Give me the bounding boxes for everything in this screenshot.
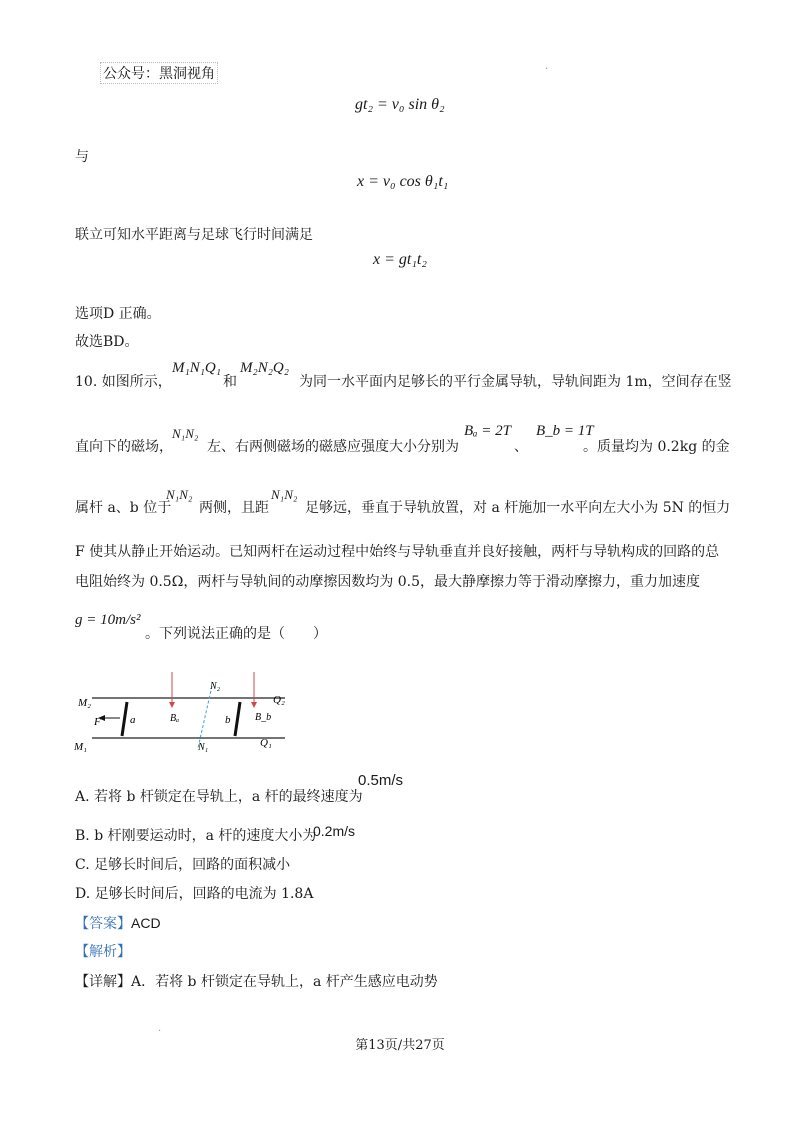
label-q1: Q₁: [260, 737, 272, 749]
detail-text: A．若将 b 杆锁定在导轨上，a 杆产生感应电动势: [131, 974, 438, 990]
label-n2: N₂: [210, 681, 221, 692]
q10-line2-end: 。质量均为 0.2kg 的金: [583, 439, 730, 455]
separator: 、: [514, 439, 528, 455]
n1n2-label-3: N₁N₂: [271, 487, 298, 502]
q10-line3-start: 属杆 a、b 位于: [75, 500, 172, 516]
q10-line1-rest: 为同一水平面内足够长的平行金属导轨，导轨间距为 1m，空间存在竖: [299, 374, 732, 390]
label-force: F: [94, 716, 101, 728]
ba-value: Bₐ = 2T: [464, 423, 512, 439]
option-a: A. 若将 b 杆锁定在导轨上，a 杆的最终速度为: [75, 789, 363, 805]
label-q2: Q₂: [273, 694, 285, 706]
option-d: D. 足够长时间后，回路的电流为 1.8A: [75, 886, 314, 902]
gravity-value: g = 10m/s²: [75, 612, 141, 628]
label-rod-a: a: [130, 714, 136, 726]
q10-line2-start: 直向下的磁场，: [75, 439, 173, 455]
q10-line4: F 使其从静止开始运动。已知两杆在运动过程中始终与导轨垂直并良好接触，两杆与导轨构成的回路的总: [75, 544, 720, 560]
label-m1: M₁: [74, 741, 87, 753]
equation-3: x = gt₁t₂: [373, 251, 427, 268]
equation-1: gt₂ = v₀ sin θ₂: [355, 96, 445, 113]
rail-m2n2q2: M₂N₂Q₂: [240, 360, 289, 376]
q10-intro: 10. 如图所示，: [75, 374, 172, 390]
option-d-correct: 选项D 正确。: [75, 306, 161, 322]
label-n1: N₁: [198, 742, 209, 753]
detail-label: 【详解】: [75, 974, 131, 990]
n1n2-label-2: N₁N₂: [166, 487, 193, 502]
label-ba: Bₐ: [170, 713, 180, 724]
watermark: 公众号：黑洞视角: [100, 62, 218, 84]
equation-2: x = v₀ cos θ₁t₁: [357, 173, 449, 190]
analysis-label: 【解析】: [75, 944, 131, 960]
option-c: C. 足够长时间后，回路的面积减小: [75, 857, 291, 873]
answer-label: 【答案】: [75, 916, 131, 932]
bb-value: B_b = 1T: [536, 423, 594, 439]
choose-bd: 故选BD。: [75, 334, 139, 350]
label-m2: M₂: [78, 697, 91, 709]
dot-mark-2: ·: [158, 1026, 162, 1037]
n1n2-label: N₁N₂: [172, 426, 199, 441]
dot-mark: ·: [545, 64, 549, 75]
rail-m1n1q1: M₁N₁Q₁: [172, 360, 221, 376]
option-b-value: 0.2m/s: [313, 823, 356, 839]
label-rod-b: b: [225, 714, 231, 726]
detail-row: [75, 971, 438, 991]
label-bb: B_b: [255, 712, 272, 723]
answer-row: [75, 913, 161, 933]
q10-line5: 电阻始终为 0.5Ω，两杆与导轨间的动摩擦因数均为 0.5，最大静摩擦力等于滑动摩擦力，重力加速度: [75, 574, 701, 590]
q10-line3-mid: 两侧，且距: [199, 500, 269, 516]
rail-figure: [70, 668, 300, 760]
and-text: 与: [75, 149, 89, 165]
page-footer: 第13页/共27页: [355, 1038, 445, 1053]
answer-value: ACD: [131, 915, 161, 931]
option-b: B. b 杆刚要运动时，a 杆的速度大小为: [75, 828, 317, 844]
q10-line6: 。下列说法正确的是（ ）: [145, 626, 327, 642]
q10-line3-end: 足够远，垂直于导轨放置，对 a 杆施加一水平向左大小为 5N 的恒力: [305, 500, 731, 516]
combine-text: 联立可知水平距离与足球飞行时间满足: [75, 227, 313, 243]
and-word: 和: [223, 374, 237, 390]
option-a-value: 0.5m/s: [358, 772, 404, 789]
q10-line2-mid: 左、右两侧磁场的磁感应强度大小分别为: [207, 439, 459, 455]
